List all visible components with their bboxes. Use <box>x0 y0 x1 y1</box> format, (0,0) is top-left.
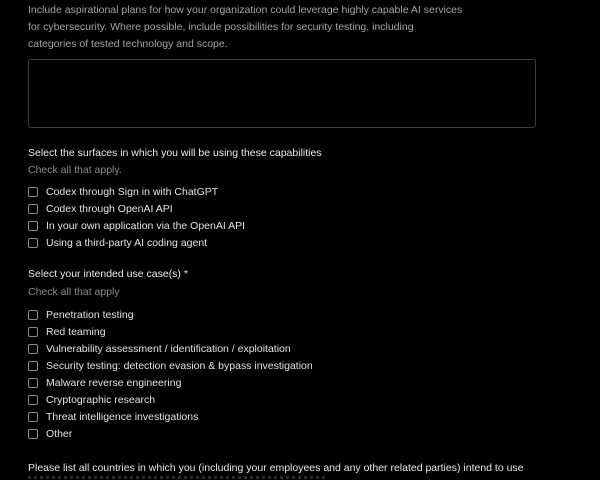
use-case-option-security-testing-evasion[interactable] <box>28 359 313 373</box>
use-case-option-malware-reverse-engineering[interactable] <box>28 376 181 390</box>
checkbox[interactable] <box>28 395 38 405</box>
use-case-option-vulnerability-assessment[interactable] <box>28 342 291 356</box>
use-cases-question-label <box>28 268 188 280</box>
checkbox[interactable] <box>28 327 38 337</box>
use-case-option-red-teaming[interactable] <box>28 325 106 339</box>
use-case-option-penetration-testing[interactable] <box>28 308 134 322</box>
surface-option-codex-chatgpt[interactable] <box>28 185 218 199</box>
countries-question-cutoff-line <box>28 476 328 480</box>
checkbox[interactable] <box>28 412 38 422</box>
checkbox[interactable] <box>28 204 38 214</box>
option-label: Penetration testing <box>46 309 134 321</box>
checkbox[interactable] <box>28 187 38 197</box>
option-label: Red teaming <box>46 326 106 338</box>
checkbox[interactable] <box>28 378 38 388</box>
use-cases-hint: Check all that apply <box>28 286 120 298</box>
aspirations-textarea[interactable] <box>28 59 536 128</box>
option-label: In your own application via the OpenAI API <box>46 220 246 232</box>
aspirations-description <box>28 2 498 53</box>
countries-question-label <box>28 460 568 477</box>
option-label: Security testing: detection evasion & bypass investigation <box>46 360 313 372</box>
option-label: Malware reverse engineering <box>46 377 182 389</box>
checkbox[interactable] <box>28 344 38 354</box>
surfaces-question-text: Select the surfaces in which you will be using these capabilities <box>28 147 322 159</box>
use-case-option-threat-intelligence[interactable] <box>28 410 198 424</box>
aspirations-description-line: Include aspirational plans for how your organization could leverage highly capable AI services <box>28 4 463 16</box>
use-cases-question-text: Select your intended use case(s) <box>28 268 181 280</box>
aspirations-description-line: categories of tested technology and scope. <box>28 38 228 50</box>
surfaces-hint: Check all that apply. <box>28 164 122 176</box>
checkbox[interactable] <box>28 221 38 231</box>
checkbox[interactable] <box>28 238 38 248</box>
option-label: Threat intelligence investigations <box>46 411 199 423</box>
use-case-option-other[interactable] <box>28 427 72 441</box>
checkbox[interactable] <box>28 361 38 371</box>
option-label: Codex through Sign in with ChatGPT <box>46 186 219 198</box>
option-label: Cryptographic research <box>46 394 156 406</box>
use-case-option-cryptographic-research[interactable] <box>28 393 155 407</box>
required-marker: * <box>183 268 189 280</box>
aspirations-description-line: for cybersecurity. Where possible, include possibilities for security testing, including <box>28 21 414 33</box>
option-label: Vulnerability assessment / identification / exploitation <box>46 343 291 355</box>
surface-option-codex-api[interactable] <box>28 202 173 216</box>
checkbox[interactable] <box>28 310 38 320</box>
clipped-text <box>28 476 328 479</box>
surface-option-third-party-agent[interactable] <box>28 236 207 250</box>
option-label: Other <box>46 428 73 440</box>
surface-option-own-application[interactable] <box>28 219 245 233</box>
option-label: Using a third-party AI coding agent <box>46 237 208 249</box>
checkbox[interactable] <box>28 429 38 439</box>
countries-question-line: Please list all countries in which you (including your employees and any other related parties) intend to use <box>28 462 524 474</box>
surfaces-question-label <box>28 147 322 159</box>
option-label: Codex through OpenAI API <box>46 203 173 215</box>
